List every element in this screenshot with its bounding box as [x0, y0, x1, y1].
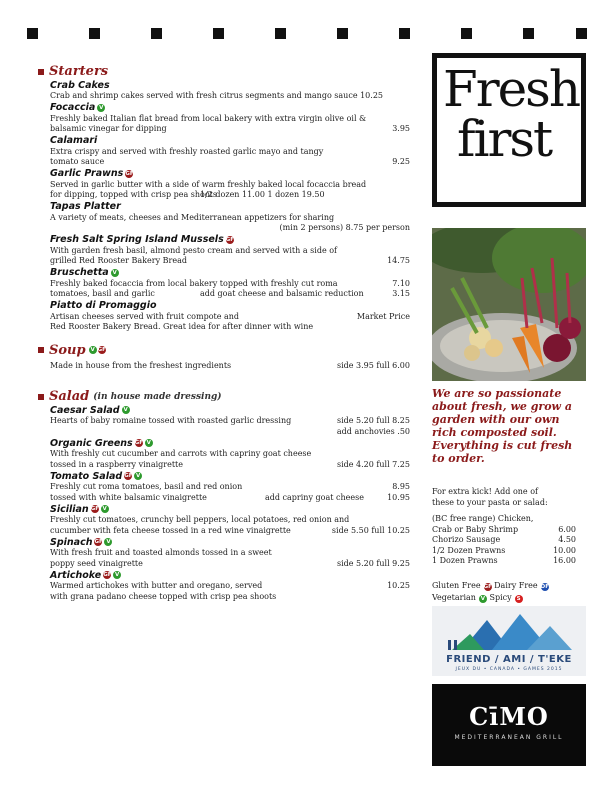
square-decoration — [27, 28, 38, 39]
vegetarian-badge: V — [106, 539, 111, 545]
menu-item-name: Caesar Salad — [50, 404, 120, 416]
menu-item-name-row — [50, 168, 410, 180]
section-subtitle: (in house made dressing) — [93, 391, 222, 402]
menu-item-name-row — [50, 437, 410, 449]
price-text: 9.25 — [392, 157, 410, 166]
description-text: tomato sauce — [50, 157, 105, 166]
extra-kick-box — [432, 487, 586, 567]
price-text: side 5.20 full 8.25 — [336, 416, 410, 425]
fresh-first-logo — [432, 53, 586, 207]
extra-item — [432, 535, 586, 546]
menu-column — [38, 64, 410, 602]
menu-item-name-row — [50, 503, 410, 515]
menu-item-name: Organic Greens — [50, 437, 133, 449]
logo-panel — [437, 58, 581, 202]
extra-item — [432, 525, 586, 536]
description-line — [50, 180, 410, 191]
extra-item — [432, 556, 586, 567]
legend-vegetarian: Vegetarian — [432, 593, 476, 602]
menu-item-name: Tapas Platter — [50, 201, 121, 212]
description-text: Hearts of baby romaine tossed with roasted garlic dressing — [50, 416, 292, 425]
menu-item-name-row — [50, 135, 410, 147]
description-line — [50, 256, 410, 267]
menu-item-name: Crab Cakes — [50, 79, 110, 91]
menu-item-name: Garlic Prawns — [50, 168, 124, 179]
section-title: Soup — [49, 342, 86, 358]
square-decoration — [151, 28, 162, 39]
spicy-badge: S — [515, 595, 523, 603]
extra-item-price: 4.50 — [558, 535, 576, 544]
description-line — [50, 493, 410, 504]
mountain-icon — [432, 606, 586, 654]
description-text: Artisan cheeses served with fruit compote and — [50, 311, 240, 321]
menu-item-name-row — [50, 267, 410, 279]
gluten-free-badge: GF — [134, 440, 143, 446]
menu-item — [50, 79, 410, 102]
square-decoration — [337, 28, 348, 39]
gluten-free-badge: GF — [90, 506, 99, 512]
description-line — [50, 361, 410, 372]
starters-list — [38, 79, 410, 333]
menu-item-name-row — [50, 102, 410, 114]
gluten-free-badge: GF — [483, 584, 492, 590]
friend-subtitle: JEUX DU • CANADA • GAMES 2015 — [455, 667, 563, 672]
cimo-subtitle: MEDITERRANEAN GRILL — [454, 734, 564, 741]
menu-item-name-row — [50, 201, 410, 213]
starters-heading — [38, 64, 410, 79]
friend-games-logo — [432, 606, 586, 676]
menu-item — [50, 102, 410, 135]
menu-item-name: Focaccia — [50, 102, 96, 113]
description-line — [50, 460, 410, 471]
menu-item-name: Calamari — [50, 135, 98, 146]
description-line — [50, 190, 410, 201]
price-text: side 5.20 full 9.25 — [336, 558, 410, 568]
description-line — [50, 124, 410, 135]
description-line — [50, 548, 410, 559]
price-text: 10.95 — [387, 492, 410, 502]
gluten-free-badge: GF — [94, 539, 103, 545]
vegetarian-badge: V — [90, 347, 95, 353]
description-line — [50, 114, 410, 125]
description-text: Freshly cut tomatoes, crunchy bell peppers, local potatoes, red onion and — [50, 515, 350, 524]
extra-item-name: Chorizo Sausage — [432, 535, 501, 544]
salad-heading — [38, 389, 410, 404]
menu-item-name-row — [50, 300, 410, 312]
description-line — [50, 289, 410, 300]
menu-item-name: Fresh Salt Spring Island Mussels — [50, 234, 224, 245]
description-line — [50, 157, 410, 168]
gluten-free-badge: GF — [103, 572, 112, 578]
description-line — [50, 279, 410, 290]
description-text: Extra crispy and served with freshly roasted garlic mayo and tangy — [50, 146, 324, 156]
price-text: 3.15 — [392, 289, 410, 298]
description-line — [50, 213, 410, 224]
price-text: 3.95 — [392, 124, 410, 133]
price-option-text: 1/2 dozen 11.00 1 dozen 19.50 — [200, 190, 325, 199]
passion-statement: We are so passionate about fresh, we grow a garden with our own rich composted soil. Everything is cut fresh to order. — [432, 387, 573, 465]
menu-item — [50, 437, 410, 470]
description-text: Made in house from the freshest ingredients — [50, 360, 232, 370]
menu-item — [50, 201, 410, 234]
price-text: 7.10 — [392, 278, 410, 288]
section-bullet — [38, 347, 44, 353]
menu-item — [50, 536, 410, 569]
menu-item-name-row — [50, 234, 410, 246]
price-text: side 5.50 full 10.25 — [331, 525, 410, 535]
gluten-free-badge: GF — [124, 473, 133, 479]
square-decoration — [399, 28, 410, 39]
dietary-legend — [432, 580, 586, 604]
vegetarian-badge: V — [146, 440, 151, 446]
description-text: for dipping, topped with crisp pea shoots — [50, 190, 217, 199]
extra-item-price: 16.00 — [553, 556, 576, 565]
description-text: A variety of meats, cheeses and Mediterranean appetizers for sharing — [50, 212, 335, 222]
description-text: With freshly cut cucumber and carrots with capriny goat cheese — [50, 449, 312, 458]
price-option-text: add goat cheese and balsamic reduction — [200, 289, 364, 298]
price-text: 10.25 — [387, 581, 410, 590]
vegetable-photo — [432, 228, 586, 381]
friend-title: FRIEND / AMI / T'EKE — [446, 654, 572, 665]
soup-heading — [38, 343, 410, 358]
price-text: side 4.20 full 7.25 — [336, 459, 410, 469]
description-line — [50, 246, 410, 257]
description-text: Crab and shrimp cakes served with fresh citrus segments and mango sauce 10.25 — [50, 91, 383, 100]
menu-item — [50, 404, 410, 437]
menu-item-name-row — [50, 79, 410, 91]
price-text: 14.75 — [387, 256, 410, 265]
description-line — [50, 449, 410, 460]
description-text: tomatoes, basil and garlic — [50, 289, 155, 298]
menu-item-name-row — [50, 404, 410, 416]
decorative-square-border — [27, 28, 587, 40]
legend-gluten-free: Gluten Free — [432, 581, 481, 590]
square-decoration — [461, 28, 472, 39]
legend-dairy-free: Dairy Free — [494, 581, 538, 590]
legend-spicy: Spicy — [489, 593, 512, 602]
description-line — [50, 581, 410, 592]
price-text: Market Price — [356, 311, 410, 321]
vegetarian-badge: V — [136, 473, 141, 479]
soup-description — [50, 361, 410, 372]
extra-intro: these to your pasta or salad: — [432, 497, 548, 507]
extra-items — [432, 514, 586, 567]
extra-item — [432, 546, 586, 557]
description-text: grilled Red Rooster Bakery Bread — [50, 256, 187, 265]
menu-item-name-row — [50, 569, 410, 581]
description-text: With fresh fruit and toasted almonds tossed in a sweet — [50, 548, 272, 557]
logo-text-first: first — [457, 110, 552, 168]
extra-item — [432, 514, 586, 525]
description-line — [50, 427, 410, 438]
vegetarian-badge: V — [123, 407, 128, 413]
menu-item — [50, 300, 410, 333]
description-text: cucumber with feta cheese tossed in a red wine vinaigrette — [50, 525, 291, 535]
vegetarian-badge: V — [115, 572, 120, 578]
gluten-free-badge: GF — [125, 170, 134, 177]
menu-item-name: Bruschetta — [50, 267, 109, 278]
price-text: side 3.95 full 6.00 — [336, 360, 410, 370]
section-bullet — [38, 394, 44, 400]
menu-item — [50, 503, 410, 536]
vegetable-illustration — [432, 228, 586, 381]
menu-item — [50, 267, 410, 300]
square-decoration — [523, 28, 534, 39]
description-line — [50, 592, 410, 603]
square-decoration — [213, 28, 224, 39]
salads-list — [38, 404, 410, 602]
description-line — [50, 147, 410, 158]
description-text: Freshly cut roma tomatoes, basil and red onion — [50, 482, 243, 491]
description-text: With garden fresh basil, almond pesto cream and served with a side of — [50, 245, 337, 255]
gluten-free-badge: GF — [97, 347, 106, 353]
square-decoration — [89, 28, 100, 39]
price-text: (min 2 persons) 8.75 per person — [279, 223, 410, 232]
extra-item-price: 6.00 — [558, 524, 576, 534]
price-text: 8.95 — [392, 482, 410, 491]
cimo-title: CīMO — [469, 702, 549, 731]
description-text: Served in garlic butter with a side of warm freshly baked local focaccia bread — [50, 179, 367, 189]
description-text: Freshly baked Italian flat bread from local bakery with extra virgin olive oil & — [50, 113, 367, 123]
menu-item-name-row — [50, 536, 410, 548]
dairy-free-badge: DF — [540, 584, 549, 590]
extra-item-name: 1 Dozen Prawns — [432, 556, 498, 565]
gluten-free-badge: GF — [225, 236, 234, 243]
vegetarian-badge: V — [102, 506, 107, 512]
extra-item-name: 1/2 Dozen Prawns — [432, 545, 506, 555]
description-text: balsamic vinegar for dipping — [50, 124, 167, 133]
description-line — [50, 515, 410, 526]
menu-item-name: Sicilian — [50, 503, 89, 515]
description-line — [50, 312, 410, 323]
menu-item — [50, 569, 410, 602]
menu-item-name: Piatto di Promaggio — [50, 300, 157, 311]
description-text: tossed with white balsamic vinaigrette — [50, 492, 207, 502]
menu-item-name-row — [50, 470, 410, 482]
description-text: tossed in a raspberry vinaigrette — [50, 459, 183, 469]
menu-item — [50, 470, 410, 503]
section-title: Salad — [49, 389, 90, 404]
description-text: Freshly baked focaccia from local bakery topped with freshly cut roma — [50, 278, 338, 288]
description-text: with grana padano cheese topped with crisp pea shoots — [50, 591, 277, 601]
vegetarian-badge: V — [112, 269, 117, 276]
description-line — [50, 223, 410, 234]
description-line — [50, 91, 410, 102]
menu-item-name: Tomato Salad — [50, 470, 123, 482]
extra-item-price: 10.00 — [553, 545, 576, 555]
description-line — [50, 416, 410, 427]
description-text: poppy seed vinaigrette — [50, 558, 143, 568]
square-decoration — [275, 28, 286, 39]
vegetarian-badge: V — [99, 104, 104, 111]
price-option-text: add capriny goat cheese — [265, 492, 364, 502]
logo-text-fresh: Fresh — [443, 60, 580, 118]
description-line — [50, 526, 410, 537]
description-line — [50, 322, 410, 333]
menu-item — [50, 168, 410, 201]
vegetarian-badge: V — [480, 596, 486, 602]
section-title: Starters — [49, 64, 109, 79]
extra-intro: For extra kick! Add one of — [432, 487, 538, 496]
menu-item — [50, 135, 410, 168]
description-text: Red Rooster Bakery Bread. Great idea for after dinner with wine — [50, 322, 314, 331]
square-decoration — [576, 28, 587, 39]
description-text: Warmed artichokes with butter and oregano, served — [50, 581, 263, 590]
menu-item-name: Artichoke — [50, 569, 102, 581]
description-line — [50, 559, 410, 570]
description-line — [50, 482, 410, 493]
extra-item-name: Crab or Baby Shrimp — [432, 524, 519, 534]
extra-item-name: (BC free range) Chicken, — [432, 514, 534, 523]
menu-item-name: Spinach — [50, 536, 93, 548]
cimo-logo — [432, 684, 586, 766]
section-bullet — [38, 69, 44, 75]
menu-item — [50, 234, 410, 267]
price-text: add anchovies .50 — [336, 426, 410, 436]
